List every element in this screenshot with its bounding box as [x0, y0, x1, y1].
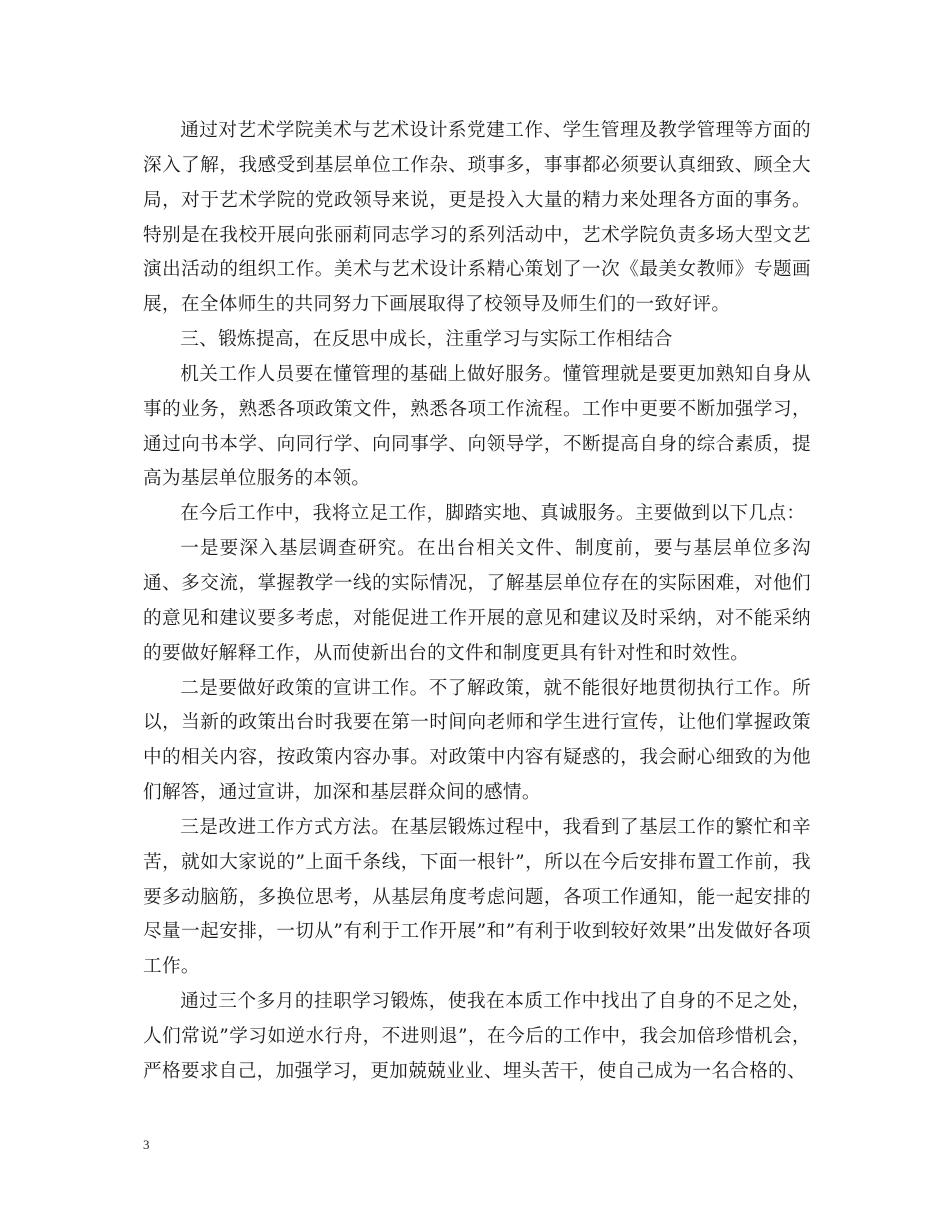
paragraph-point-three: 三是改进工作方式方法。在基层锻炼过程中，我看到了基层工作的繁忙和辛苦，就如大家说的”上面千条线，下面一根针”，所以在今后安排布置工作前，我要多动脑筋，多换位思考，从基层角度考虑问题，各项工作通知，能一起安排的尽量一起安排，一切从”有利于工作开展”和”有利于收到较好效果”出发做好各项工作。: [143, 816, 811, 978]
paragraph-point-one: 一是要深入基层调查研究。在出台相关文件、制度前，要与基层单位多沟通、多交流，掌握教学一线的实际情况，了解基层单位存在的实际困难，对他们的意见和建议要多考虑，对能促进工作开展的意见和建议及时采纳，对不能采纳的要做好解释工作，从而使新出台的文件和制度更具有针对性和时效性。: [143, 538, 811, 664]
paragraph-point-two: 二是要做好政策的宣讲工作。不了解政策，就不能很好地贯彻执行工作。所以，当新的政策出台时我要在第一时间向老师和学生进行宣传，让他们掌握政策中的相关内容，按政策内容办事。对政策中内容有疑惑的，我会耐心细致的为他们解答，通过宣讲，加深和基层群众间的感情。: [143, 677, 811, 804]
document-body: [143, 114, 811, 1090]
section-heading-three: 三、锻炼提高，在反思中成长，注重学习与实际工作相结合: [180, 329, 673, 351]
paragraph-service-management: 机关工作人员要在懂管理的基础上做好服务。懂管理就是要更加熟知自身从事的业务，熟悉各项政策文件，熟悉各项工作流程。工作中更要不断加强学习，通过向书本学、向同行学、向同事学、向领导学，不断提高自身的综合素质，提高为基层单位服务的本领。: [143, 363, 811, 490]
paragraph-conclusion: 通过三个多月的挂职学习锻炼，使我在本质工作中找出了自身的不足之处，人们常说”学习如逆水行舟，不进则退”，在今后的工作中，我会加倍珍惜机会，严格要求自己，加强学习，更加兢兢业业、埋头苦干，使自己成为一名合格的、: [143, 991, 811, 1082]
paragraph-summary-art-college: 通过对艺术学院美术与艺术设计系党建工作、学生管理及教学管理等方面的深入了解，我感受到基层单位工作杂、琐事多，事事都必须要认真细致、顾全大局，对于艺术学院的党政领导来说，更是投入大量的精力来处理各方面的事务。特别是在我校开展向张丽莉同志学习的系列活动中，艺术学院负责多场大型文艺演出活动的组织工作。美术与艺术设计系精心策划了一次《最美女教师》专题画展，在全体师生的共同努力下画展取得了校领导及师生们的一致好评。: [143, 120, 811, 316]
page-number: 3: [143, 1137, 150, 1152]
paragraph-future-plan-intro: 在今后工作中，我将立足工作，脚踏实地、真诚服务。主要做到以下几点：: [180, 503, 806, 525]
